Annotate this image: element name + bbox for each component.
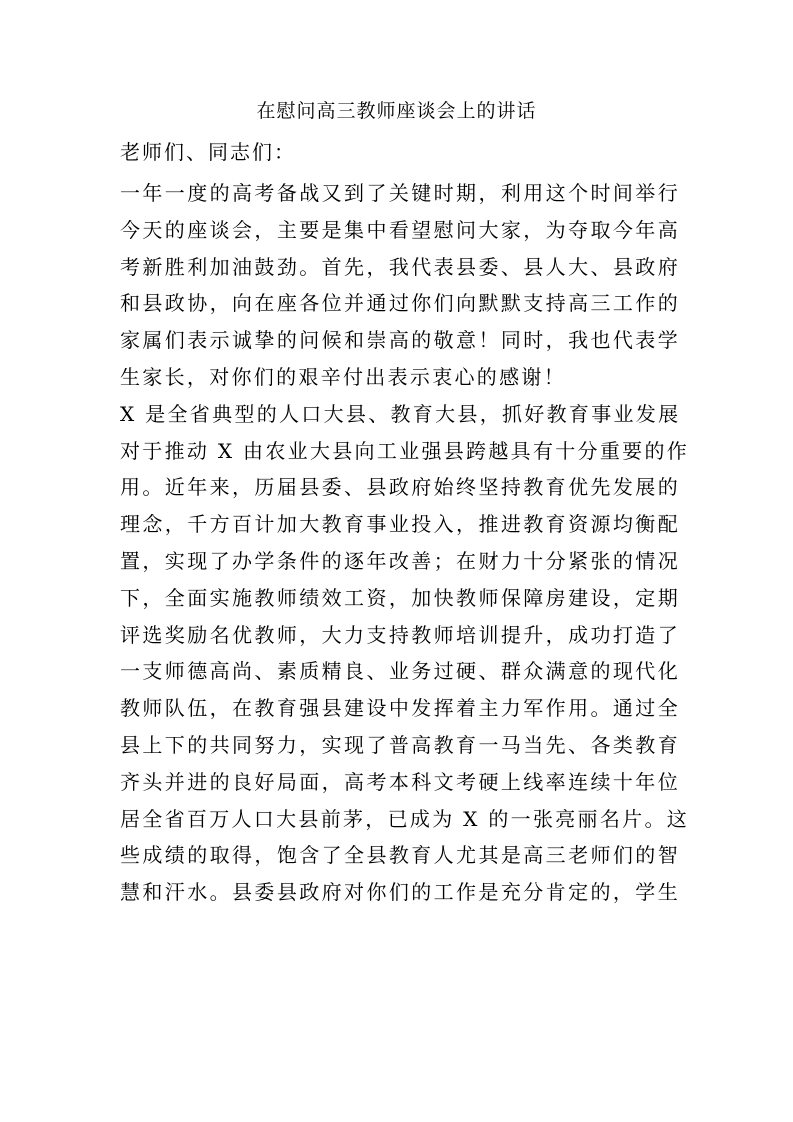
text-line: 齐头并进的良好局面，高考本科文考硬上线率连续十年位 [120,769,680,794]
text-line: X 是全省典型的人口大县、教育大县，抓好教育事业发展 [120,401,681,426]
paragraph-2 [120,396,690,911]
paragraph-1 [120,175,680,396]
salutation: 老师们、同志们： [120,140,296,164]
text-line: 评选奖励名优教师，大力支持教师培训提升，成功打造了 [120,622,680,647]
text-line: 生家长，对你们的艰辛付出表示衷心的感谢！ [120,364,566,389]
text-line: 和县政协，向在座各位并通过你们向默默支持高三工作的 [120,291,680,316]
text-line: 教师队伍，在教育强县建设中发挥着主力军作用。通过全 [120,696,680,721]
text-line: 对于推动 X 由农业大县向工业强县跨越具有十分重要的作 [120,438,690,463]
text-line: 县上下的共同努力，实现了普高教育一马当先、各类教育 [120,732,680,757]
text-line: 用。近年来，历届县委、县政府始终坚持教育优先发展的 [120,475,680,500]
text-line: 些成绩的取得，饱含了全县教育人尤其是高三老师们的智 [120,843,680,868]
text-line: 一支师德高尚、素质精良、业务过硬、群众满意的现代化 [120,659,680,684]
text-line: 今天的座谈会，主要是集中看望慰问大家，为夺取今年高 [120,217,680,242]
page-title: 在慰问高三教师座谈会上的讲话 [256,100,537,122]
text-line: 理念，千方百计加大教育事业投入，推进教育资源均衡配 [120,512,680,537]
text-line: 居全省百万人口大县前茅，已成为 X 的一张亮丽名片。这 [120,806,690,831]
text-line: 慧和汗水。县委县政府对你们的工作是充分肯定的，学生 [120,880,680,905]
text-line: 一年一度的高考备战又到了关键时期，利用这个时间举行 [120,181,680,205]
text-line: 考新胜利加油鼓劲。首先，我代表县委、县人大、县政府 [120,254,680,279]
text-line: 家属们表示诚挚的问候和崇高的敬意！同时，我也代表学 [120,328,680,353]
document-body [120,175,690,911]
text-line: 下，全面实施教师绩效工资，加快教师保障房建设，定期 [120,585,680,610]
text-line: 置，实现了办学条件的逐年改善；在财力十分紧张的情况 [120,548,680,573]
